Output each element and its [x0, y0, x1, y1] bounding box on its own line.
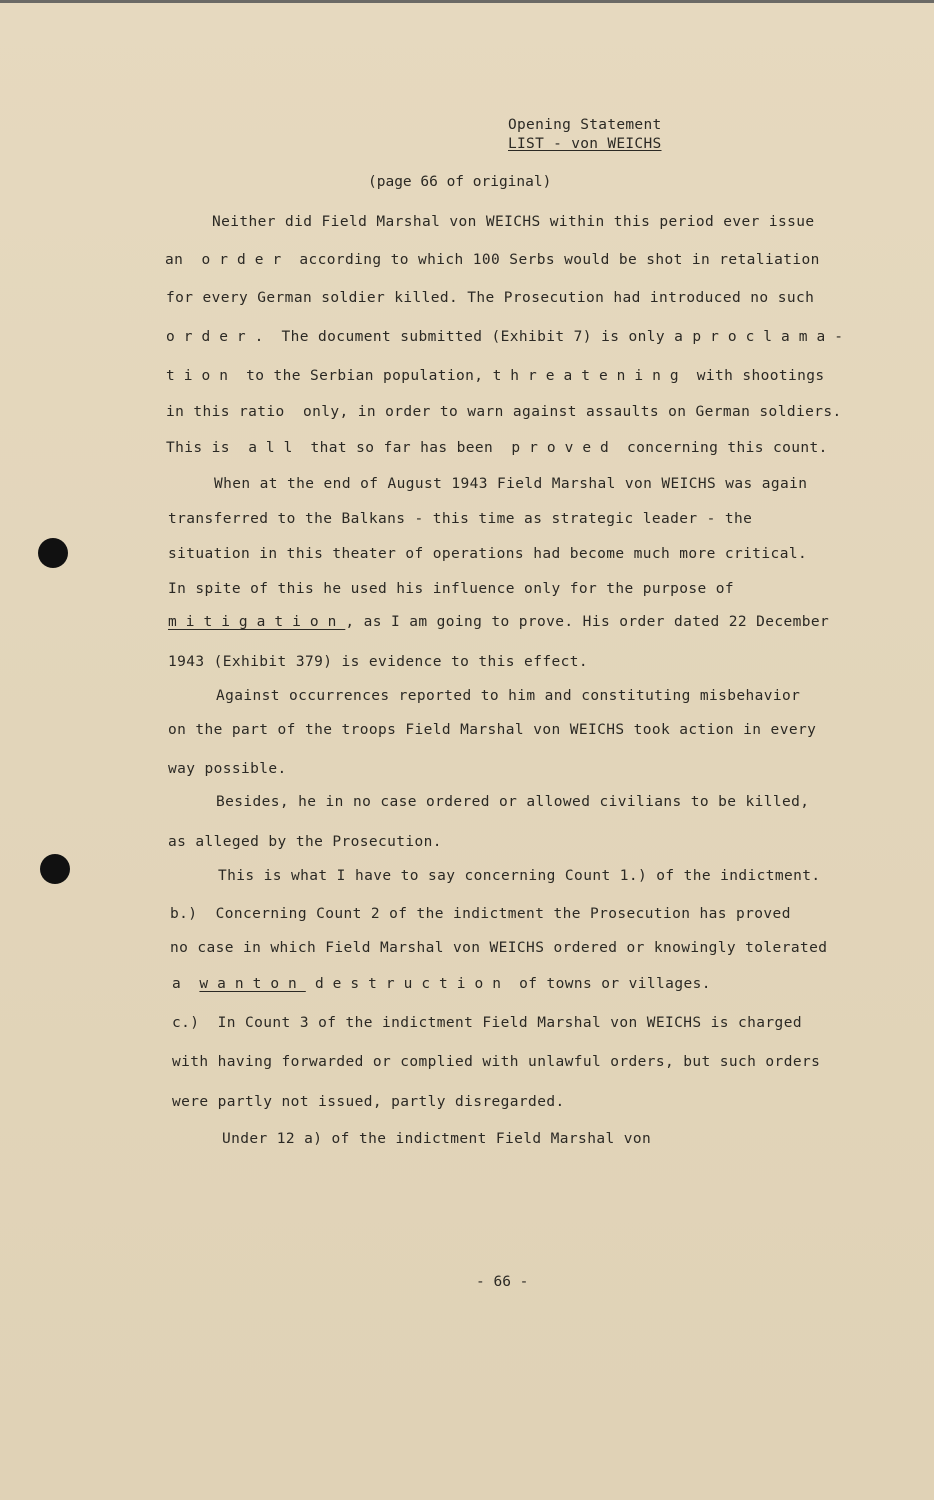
text-line-20: b.) Concerning Count 2 of the indictment the Prosecution has proved	[170, 906, 791, 922]
text-line-26: Under 12 a) of the indictment Field Marshal von	[222, 1131, 652, 1147]
spaced-word-all: all	[248, 440, 302, 456]
text-line-13: 1943 (Exhibit 379) is evidence to this effect.	[168, 654, 588, 670]
spaced-word-threatening: threatening	[492, 368, 688, 384]
text-line-24: with having forwarded or complied with unlawful orders, but such orders	[172, 1054, 821, 1070]
text-line-9: transferred to the Balkans - this time as strategic leader - the	[168, 511, 753, 527]
text-line-2	[165, 252, 820, 268]
text-fragment: of towns or villages.	[519, 976, 711, 992]
text-line-11: In spite of this he used his influence only for the purpose of	[168, 581, 735, 597]
page-number: - 66 -	[476, 1274, 529, 1290]
text-line-16: way possible.	[168, 761, 287, 777]
spaced-word-tion: tion	[166, 368, 237, 384]
text-line-23: c.) In Count 3 of the indictment Field Marshal von WEICHS is charged	[172, 1015, 802, 1031]
spaced-word-order: order.	[166, 329, 273, 345]
text-line-19: This is what I have to say concerning Count 1.) of the indictment.	[218, 868, 821, 884]
text-line-4	[166, 329, 852, 345]
text-fragment: according to which 100 Serbs would be shot in retaliation	[299, 252, 820, 268]
text-line-18: as alleged by the Prosecution.	[168, 834, 442, 850]
text-fragment: a	[172, 976, 182, 992]
punch-hole-top	[38, 538, 68, 568]
text-line-5	[166, 368, 825, 384]
header-subtitle: LIST - von WEICHS	[508, 136, 662, 152]
text-fragment: with shootings	[696, 368, 825, 384]
spaced-word-destruction: destruction	[314, 976, 510, 992]
spaced-word-order: order	[201, 252, 291, 268]
text-line-7	[166, 440, 828, 456]
text-fragment: an	[165, 252, 184, 268]
header-title: Opening Statement	[508, 117, 662, 133]
text-line-6: in this ratio only, in order to warn against assaults on German soldiers.	[166, 404, 842, 420]
text-line-15: on the part of the troops Field Marshal von WEICHS took action in every	[168, 722, 817, 738]
page-reference: (page 66 of original)	[368, 174, 552, 190]
text-fragment: This is	[166, 440, 230, 456]
text-line-1: Neither did Field Marshal von WEICHS within this period ever issue	[212, 214, 815, 230]
text-fragment: to the Serbian population,	[246, 368, 484, 384]
text-line-22	[172, 976, 711, 992]
text-line-10: situation in this theater of operations had become much more critical.	[168, 546, 808, 562]
spaced-word-proclamation: proclama-	[692, 329, 852, 345]
text-fragment: The document submitted (Exhibit 7) is only a	[281, 329, 684, 345]
text-line-25: were partly not issued, partly disregarded.	[172, 1094, 565, 1110]
underlined-word-mitigation: mitigation	[168, 614, 346, 630]
text-line-8: When at the end of August 1943 Field Marshal von WEICHS was again	[214, 476, 808, 492]
text-line-14: Against occurrences reported to him and constituting misbehavior	[216, 688, 801, 704]
underlined-word-wanton: wanton	[199, 976, 306, 992]
punch-hole-bottom	[40, 854, 70, 884]
text-fragment: , as I am going to prove. His order dated 22 December	[345, 614, 830, 630]
top-border	[0, 0, 934, 3]
text-line-12	[168, 614, 829, 630]
text-line-3: for every German soldier killed. The Prosecution had introduced no such	[166, 290, 815, 306]
text-fragment: that so far has been	[310, 440, 494, 456]
spaced-word-proved: proved	[511, 440, 618, 456]
text-line-17: Besides, he in no case ordered or allowed civilians to be killed,	[216, 794, 810, 810]
text-line-21: no case in which Field Marshal von WEICHS ordered or knowingly tolerated	[170, 940, 828, 956]
text-fragment: concerning this count.	[626, 440, 828, 456]
document-header	[508, 116, 662, 154]
